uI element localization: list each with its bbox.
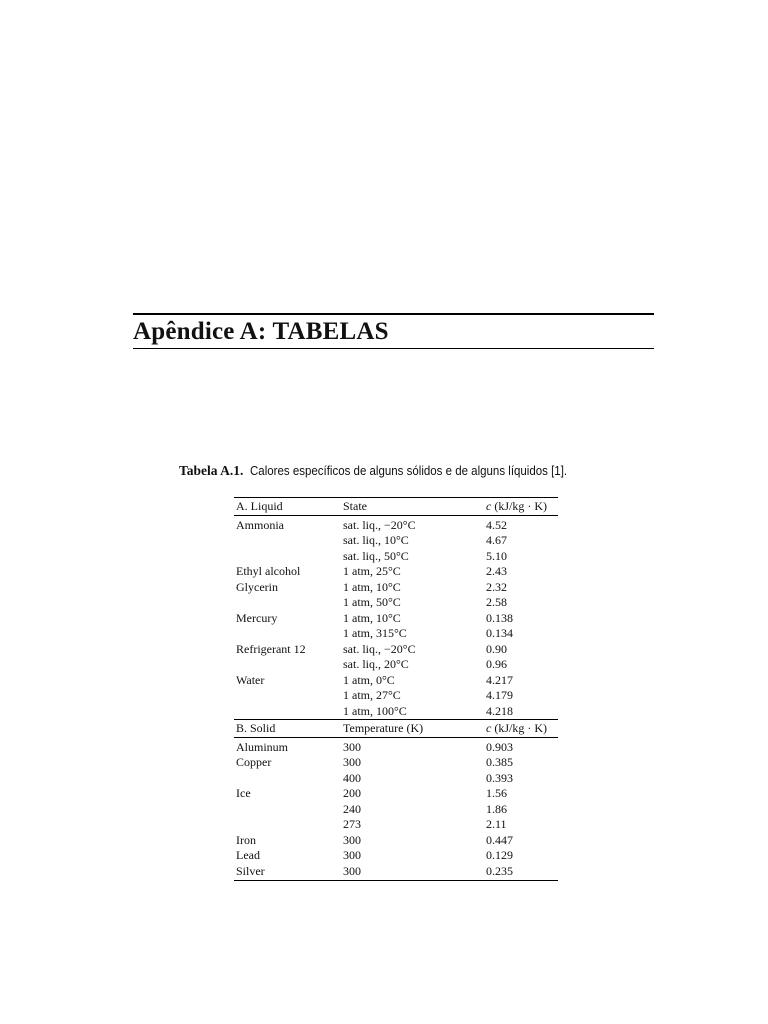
table-row [234, 802, 558, 818]
table-row [234, 848, 558, 864]
table-row [234, 549, 558, 565]
header-c-unit: (kJ/kg · K) [491, 499, 547, 513]
table-row [234, 771, 558, 787]
cell-condition: 1 atm, 27°C [343, 688, 401, 702]
header-c-symbol: c [486, 721, 492, 735]
liquid-header-row [234, 499, 558, 515]
cell-specific-heat: 2.32 [486, 579, 507, 594]
cell-condition: 300 [343, 848, 361, 862]
table-row [234, 740, 558, 756]
cell-specific-heat: 0.447 [486, 832, 513, 847]
cell-specific-heat: 2.43 [486, 564, 507, 578]
cell-condition: 1 atm, 0°C [343, 672, 395, 687]
cell-specific-heat: 0.235 [486, 863, 513, 878]
cell-specific-heat: 4.218 [486, 703, 513, 718]
cell-specific-heat: 0.96 [486, 657, 507, 671]
cell-substance: Mercury [236, 610, 278, 625]
cell-condition: sat. liq., 50°C [343, 548, 409, 563]
caption-text: Calores específicos de alguns sólidos e de alguns líquidos [1]. [249, 464, 567, 478]
cell-specific-heat: 2.58 [486, 595, 507, 609]
table-top-rule [234, 497, 558, 498]
caption-label: Tabela A.1. [179, 463, 244, 478]
cell-condition: 240 [343, 801, 361, 816]
title-bottom-rule [133, 348, 654, 349]
cell-substance: Glycerin [236, 579, 278, 594]
cell-substance: Iron [236, 832, 256, 847]
cell-condition: 400 [343, 770, 361, 785]
cell-substance: Ethyl alcohol [236, 564, 301, 578]
cell-condition: 300 [343, 863, 361, 878]
cell-specific-heat: 0.385 [486, 755, 513, 769]
cell-condition: sat. liq., 10°C [343, 533, 409, 547]
solid-header-row [234, 721, 558, 737]
cell-specific-heat: 4.67 [486, 533, 507, 547]
table-row [234, 833, 558, 849]
appendix-title: Apêndice A: TABELAS [133, 318, 389, 345]
cell-condition: 1 atm, 315°C [343, 626, 407, 640]
cell-substance: Copper [236, 755, 272, 769]
cell-condition: 1 atm, 50°C [343, 595, 401, 609]
cell-specific-heat: 4.179 [486, 688, 513, 702]
table-row [234, 688, 558, 704]
cell-specific-heat: 0.134 [486, 626, 513, 640]
table-row [234, 642, 558, 658]
cell-specific-heat: 4.52 [486, 517, 507, 532]
header-substance: A. Liquid [236, 499, 283, 513]
cell-specific-heat: 5.10 [486, 548, 507, 563]
header-condition: Temperature (K) [343, 721, 424, 735]
table-row [234, 533, 558, 549]
cell-specific-heat: 4.217 [486, 672, 513, 687]
cell-condition: 1 atm, 100°C [343, 703, 407, 718]
table-row [234, 611, 558, 627]
cell-substance: Refrigerant 12 [236, 641, 306, 656]
header-c-unit: (kJ/kg · K) [491, 721, 547, 735]
table-row [234, 864, 558, 880]
table-row [234, 817, 558, 833]
table-row [234, 755, 558, 771]
cell-specific-heat: 0.90 [486, 641, 507, 656]
cell-condition: 1 atm, 25°C [343, 564, 401, 578]
table-row [234, 657, 558, 673]
cell-substance: Ammonia [236, 517, 284, 532]
cell-condition: 200 [343, 786, 361, 800]
cell-condition: 300 [343, 832, 361, 847]
cell-condition: 273 [343, 817, 361, 831]
table-row [234, 595, 558, 611]
header-specific-heat [486, 721, 547, 737]
table-row [234, 704, 558, 720]
table-row [234, 518, 558, 534]
liquid-header-rule [234, 515, 558, 516]
header-c-symbol: c [486, 499, 492, 513]
header-specific-heat [486, 499, 547, 515]
cell-condition: sat. liq., 20°C [343, 657, 409, 671]
table-bottom-rule [234, 880, 558, 881]
cell-specific-heat: 1.56 [486, 786, 507, 800]
cell-specific-heat: 0.129 [486, 848, 513, 862]
cell-substance: Ice [236, 786, 251, 800]
cell-condition: sat. liq., −20°C [343, 517, 416, 532]
table-row [234, 580, 558, 596]
cell-condition: 1 atm, 10°C [343, 579, 401, 594]
cell-substance: Water [236, 672, 265, 687]
header-condition: State [343, 499, 367, 513]
cell-substance: Aluminum [236, 739, 289, 754]
cell-condition: 1 atm, 10°C [343, 610, 401, 625]
cell-specific-heat: 0.393 [486, 770, 513, 785]
section-divider-rule [234, 719, 558, 720]
cell-specific-heat: 0.138 [486, 610, 513, 625]
solid-header-rule [234, 737, 558, 738]
cell-substance: Silver [236, 863, 265, 878]
cell-specific-heat: 0.903 [486, 739, 513, 754]
header-substance: B. Solid [236, 721, 276, 735]
table-caption [179, 462, 594, 480]
cell-substance: Lead [236, 848, 260, 862]
cell-condition: sat. liq., −20°C [343, 641, 416, 656]
table-row [234, 564, 558, 580]
table-row [234, 626, 558, 642]
table-row [234, 786, 558, 802]
cell-specific-heat: 2.11 [486, 817, 507, 831]
cell-condition: 300 [343, 755, 361, 769]
cell-specific-heat: 1.86 [486, 801, 507, 816]
cell-condition: 300 [343, 739, 361, 754]
table-row [234, 673, 558, 689]
